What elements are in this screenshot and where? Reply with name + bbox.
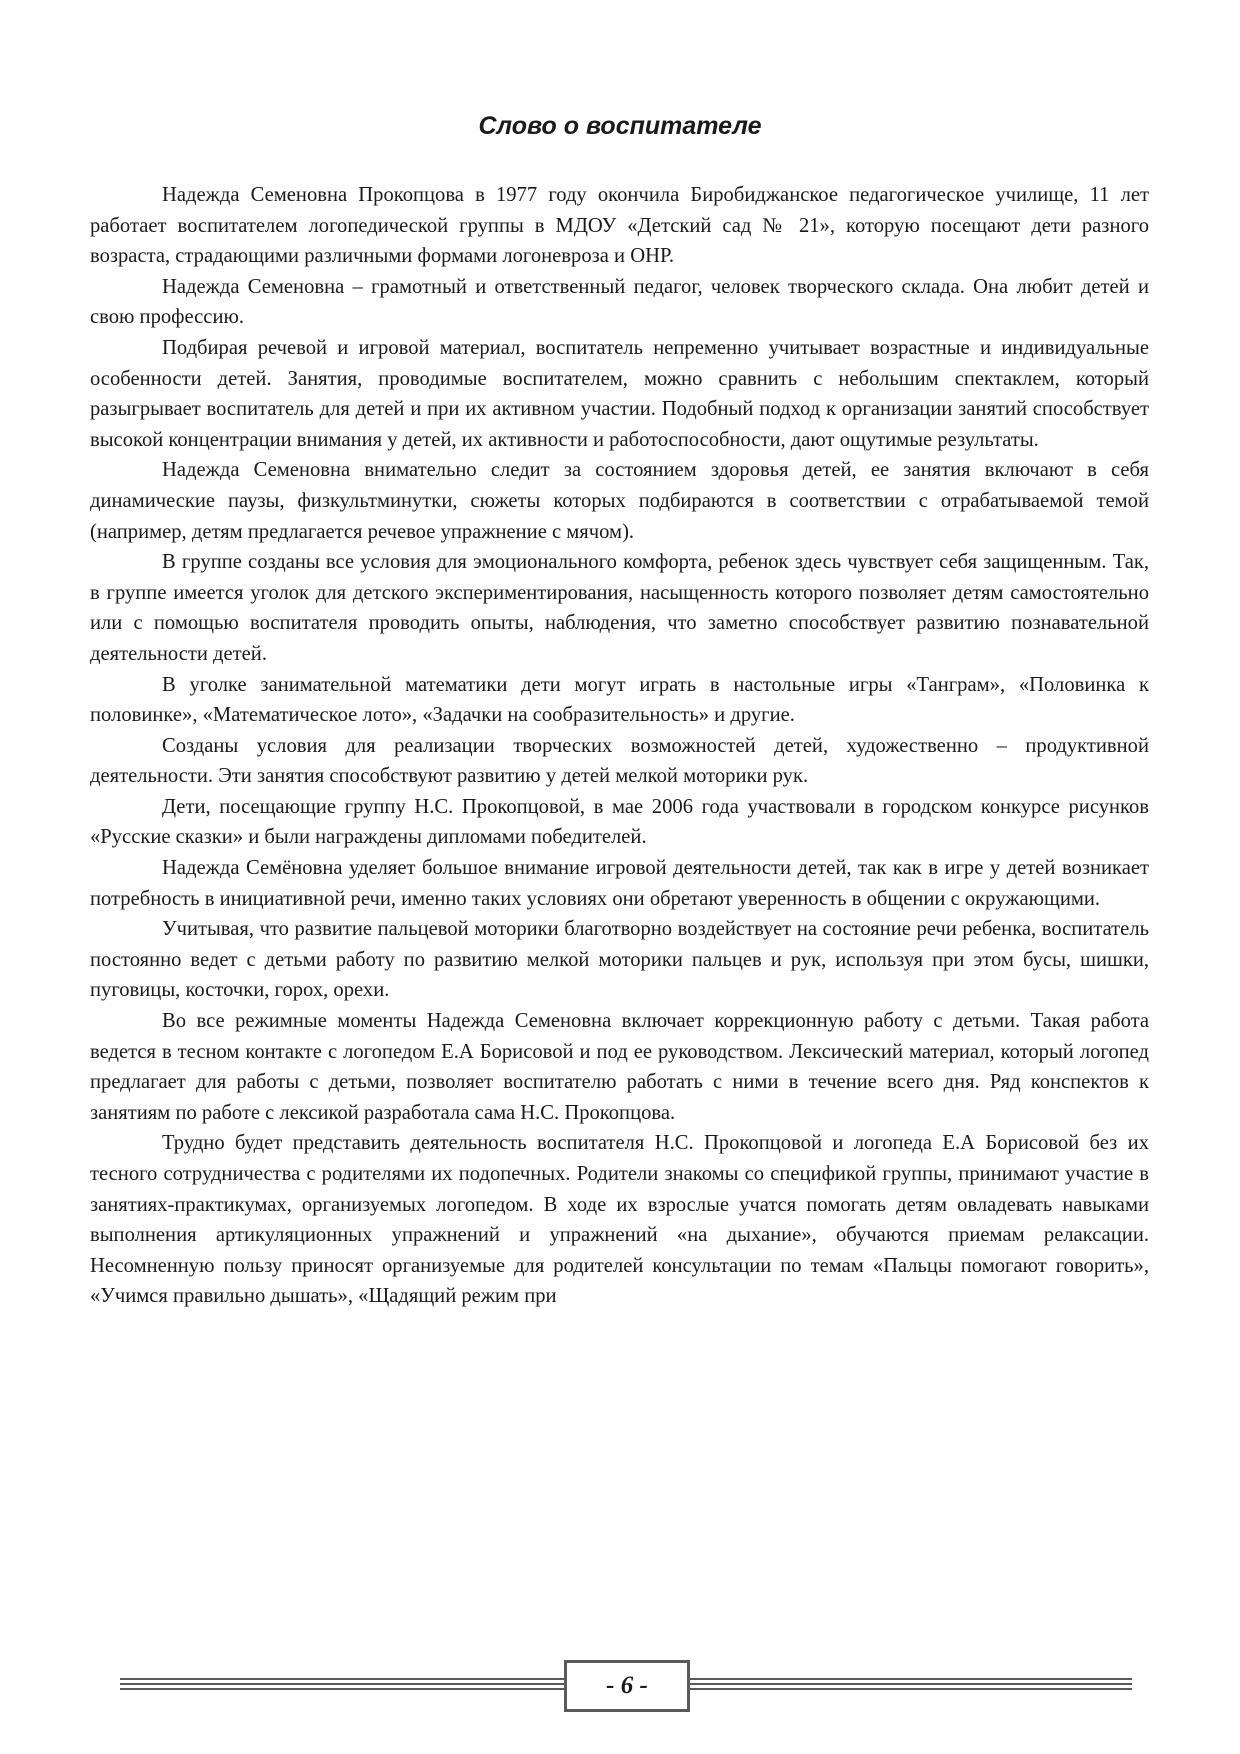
article-body	[90, 180, 1149, 1312]
paragraph-7: Созданы условия для реализации творческих возможностей детей, художественно – продуктивной деятельности. Эти занятия способствуют развитию у детей мелкой моторики рук.	[90, 734, 1149, 788]
paragraph-9: Надежда Семёновна уделяет большое внимание игровой деятельности детей, так как в игре у детей возникает потребность в инициативной речи, именно таких условиях они обретают уверенность в общении с окружающими.	[90, 857, 1149, 910]
paragraph-11: Во все режимные моменты Надежда Семеновна включает коррекционную работу с детьми. Такая работа ведется в тесном контакте с логопедом Е.А Борисовой и под ее руководством. Лексический материал, который логопед предлагает для работы с детьми, позволяет воспитателю работать с ними в течение всего дня. Ряд конспектов к занятиям по работе с лексикой разработала сама Н.С. Прокопцова.	[90, 1010, 1149, 1124]
paragraph-1: Надежда Семеновна Прокопцова в 1977 году окончила Биробиджанское педагогическое училище, 11 лет работает воспитателем логопедической группы в МДОУ «Детский сад № 21», которую посещают дети разного возраста, страдающими различными формами логоневроза и ОНР.	[90, 184, 1149, 268]
paragraph-12: Трудно будет представить деятельность воспитателя Н.С. Прокопцовой и логопеда Е.А Борисовой без их тесного сотрудничества с родителями их подопечных. Родители знакомы со спецификой группы, принимают участие в занятиях-практикумах, организуемых логопедом. В ходе их взрослые учатся помогать детям овладевать навыками выполнения артикуляционных упражнений и упражнений «на дыхание», обучаются приемам релаксации. Несомненную пользу приносят организуемые для родителей консультации по темам «Пальцы помогают говорить», «Учимся правильно дышать», «Щадящий режим при	[90, 1132, 1149, 1308]
page-footer	[120, 1660, 1132, 1712]
paragraph-5: В группе созданы все условия для эмоционального комфорта, ребенок здесь чувствует себя защищенным. Так, в группе имеется уголок для детского экспериментирования, насыщенность которого позволяет детям самостоятельно или с помощью воспитателя проводить опыты, наблюдения, что заметно способствует развитию познавательной деятельности детей.	[90, 551, 1149, 665]
page-title: Слово о воспитателе	[478, 112, 762, 140]
page-number: - 6 -	[606, 1672, 648, 1699]
paragraph-10: Учитывая, что развитие пальцевой моторики благотворно воздействует на состояние речи ребенка, воспитатель постоянно ведет с детьми работу по развитию мелкой моторики пальцев и рук, используя при этом бусы, шишки, пуговицы, косточки, горох, орехи.	[90, 918, 1149, 1002]
paragraph-2: Надежда Семеновна – грамотный и ответственный педагог, человек творческого склада. Она любит детей и свою профессию.	[90, 275, 1149, 329]
footer-rule-right	[690, 1678, 1132, 1690]
paragraph-6: В уголке занимательной математики дети могут играть в настольные игры «Танграм», «Половинка к половинке», «Математическое лото», «Задачки на сообразительность» и другие.	[90, 673, 1149, 727]
paragraph-8: Дети, посещающие группу Н.С. Прокопцовой, в мае 2006 года участвовали в городском конкурсе рисунков «Русские сказки» и были награждены дипломами победителей.	[90, 795, 1149, 849]
paragraph-4: Надежда Семеновна внимательно следит за состоянием здоровья детей, ее занятия включают в себя динамические паузы, физкультминутки, сюжеты которых подбираются в соответствии с отрабатываемой темой (например, детям предлагается речевое упражнение с мячом).	[90, 459, 1149, 543]
paragraph-3: Подбирая речевой и игровой материал, воспитатель непременно учитывает возрастные и индивидуальные особенности детей. Занятия, проводимые воспитателем, можно сравнить с небольшим спектаклем, который разыгрывает воспитатель для детей и при их активном участии. Подобный подход к организации занятий способствует высокой концентрации внимания у детей, их активности и работоспособности, дают ощутимые результаты.	[90, 336, 1149, 451]
footer-rule-left	[120, 1678, 564, 1690]
page-number-box	[564, 1660, 690, 1712]
